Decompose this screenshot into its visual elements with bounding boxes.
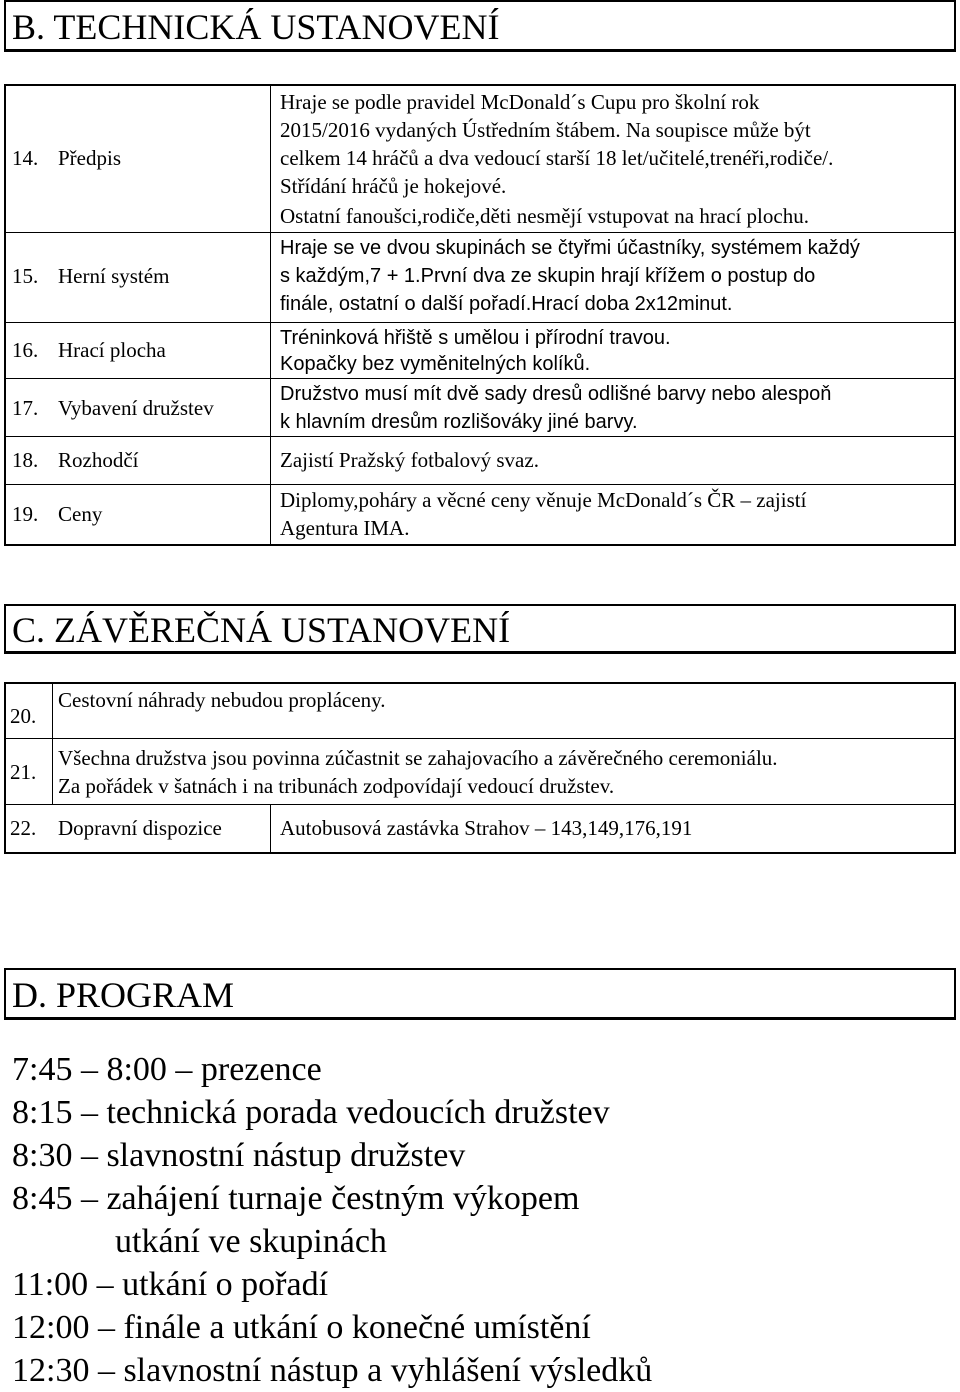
program-item: 12:00 – finále a utkání o konečné umístění: [12, 1309, 591, 1346]
row-label: Předpis: [58, 146, 121, 170]
row-text-line: Diplomy,poháry a věcné ceny věnuje McDonald´s ČR – zajistí: [280, 488, 807, 512]
section-c-title: C. ZÁVĚREČNÁ USTANOVENÍ: [4, 604, 956, 654]
row-text-line: k hlavním dresům rozlišováky jiné barvy.: [280, 411, 638, 433]
section-b-table: [4, 84, 956, 546]
row-text-line: Zajistí Pražský fotbalový svaz.: [280, 448, 539, 472]
row-text-line: Tréninková hřiště s umělou i přírodní travou.: [280, 327, 671, 349]
program-item: 7:45 – 8:00 – prezence: [12, 1051, 322, 1088]
program-item: 11:00 – utkání o pořadí: [12, 1266, 329, 1303]
row-number: 17.: [12, 396, 39, 420]
row-text-line: Kopačky bez vyměnitelných kolíků.: [280, 353, 591, 375]
row-text-line: Cestovní náhrady nebudou propláceny.: [58, 688, 386, 712]
row-text-line: Za pořádek v šatnách i na tribunách zodpovídají vedoucí družstev.: [58, 774, 615, 798]
row-number: 22.: [10, 816, 37, 840]
row-label: Rozhodčí: [58, 448, 139, 472]
row-text-line: 2015/2016 vydaných Ústředním štábem. Na soupisce může být: [280, 118, 811, 142]
row-label: Herní systém: [58, 264, 170, 288]
row-number: 21.: [10, 760, 37, 784]
row-label: Ceny: [58, 502, 103, 526]
row-text-line: Ostatní fanoušci,rodiče,děti nesmějí vstupovat na hrací plochu.: [280, 204, 809, 228]
row-text-line: Autobusová zastávka Strahov – 143,149,176,191: [280, 816, 693, 840]
row-text-line: Agentura IMA.: [280, 516, 410, 540]
program-item: 8:45 – zahájení turnaje čestným výkopem: [12, 1180, 580, 1217]
program-item: 8:15 – technická porada vedoucích družstev: [12, 1094, 610, 1131]
row-text-line: s každým,7 + 1.První dva ze skupin hrají křížem o postup do: [280, 265, 816, 287]
row-text-line: Střídání hráčů je hokejové.: [280, 174, 507, 198]
row-text-line: celkem 14 hráčů a dva vedoucí starší 18 let/učitelé,trenéři,rodiče/.: [280, 146, 834, 170]
section-c-table: [4, 682, 956, 854]
row-text-line: Všechna družstva jsou povinna zúčastnit se zahajovacího a závěrečného ceremoniálu.: [58, 746, 778, 770]
program-item: 12:30 – slavnostní nástup a vyhlášení výsledků: [12, 1352, 653, 1389]
program-item: utkání ve skupinách: [115, 1223, 387, 1260]
row-text-line: Družstvo musí mít dvě sady dresů odlišné barvy nebo alespoň: [280, 383, 832, 405]
row-number: 18.: [12, 448, 39, 472]
row-text-line: Hraje se podle pravidel McDonald´s Cupu pro školní rok: [280, 90, 760, 114]
section-b-title: B. TECHNICKÁ USTANOVENÍ: [4, 0, 956, 52]
row-number: 20.: [10, 704, 37, 728]
row-number: 16.: [12, 338, 39, 362]
row-label: Hrací plocha: [58, 338, 166, 362]
row-text-line: finále, ostatní o další pořadí.Hrací doba 2x12minut.: [280, 293, 733, 315]
program-item: 8:30 – slavnostní nástup družstev: [12, 1137, 466, 1174]
row-label: Vybavení družstev: [58, 396, 214, 420]
row-label: Dopravní dispozice: [58, 816, 222, 840]
row-number: 14.: [12, 146, 39, 170]
row-number: 19.: [12, 502, 39, 526]
section-d-title: D. PROGRAM: [4, 968, 956, 1020]
row-number: 15.: [12, 264, 39, 288]
row-text-line: Hraje se ve dvou skupinách se čtyřmi účastníky, systémem každý: [280, 237, 860, 259]
